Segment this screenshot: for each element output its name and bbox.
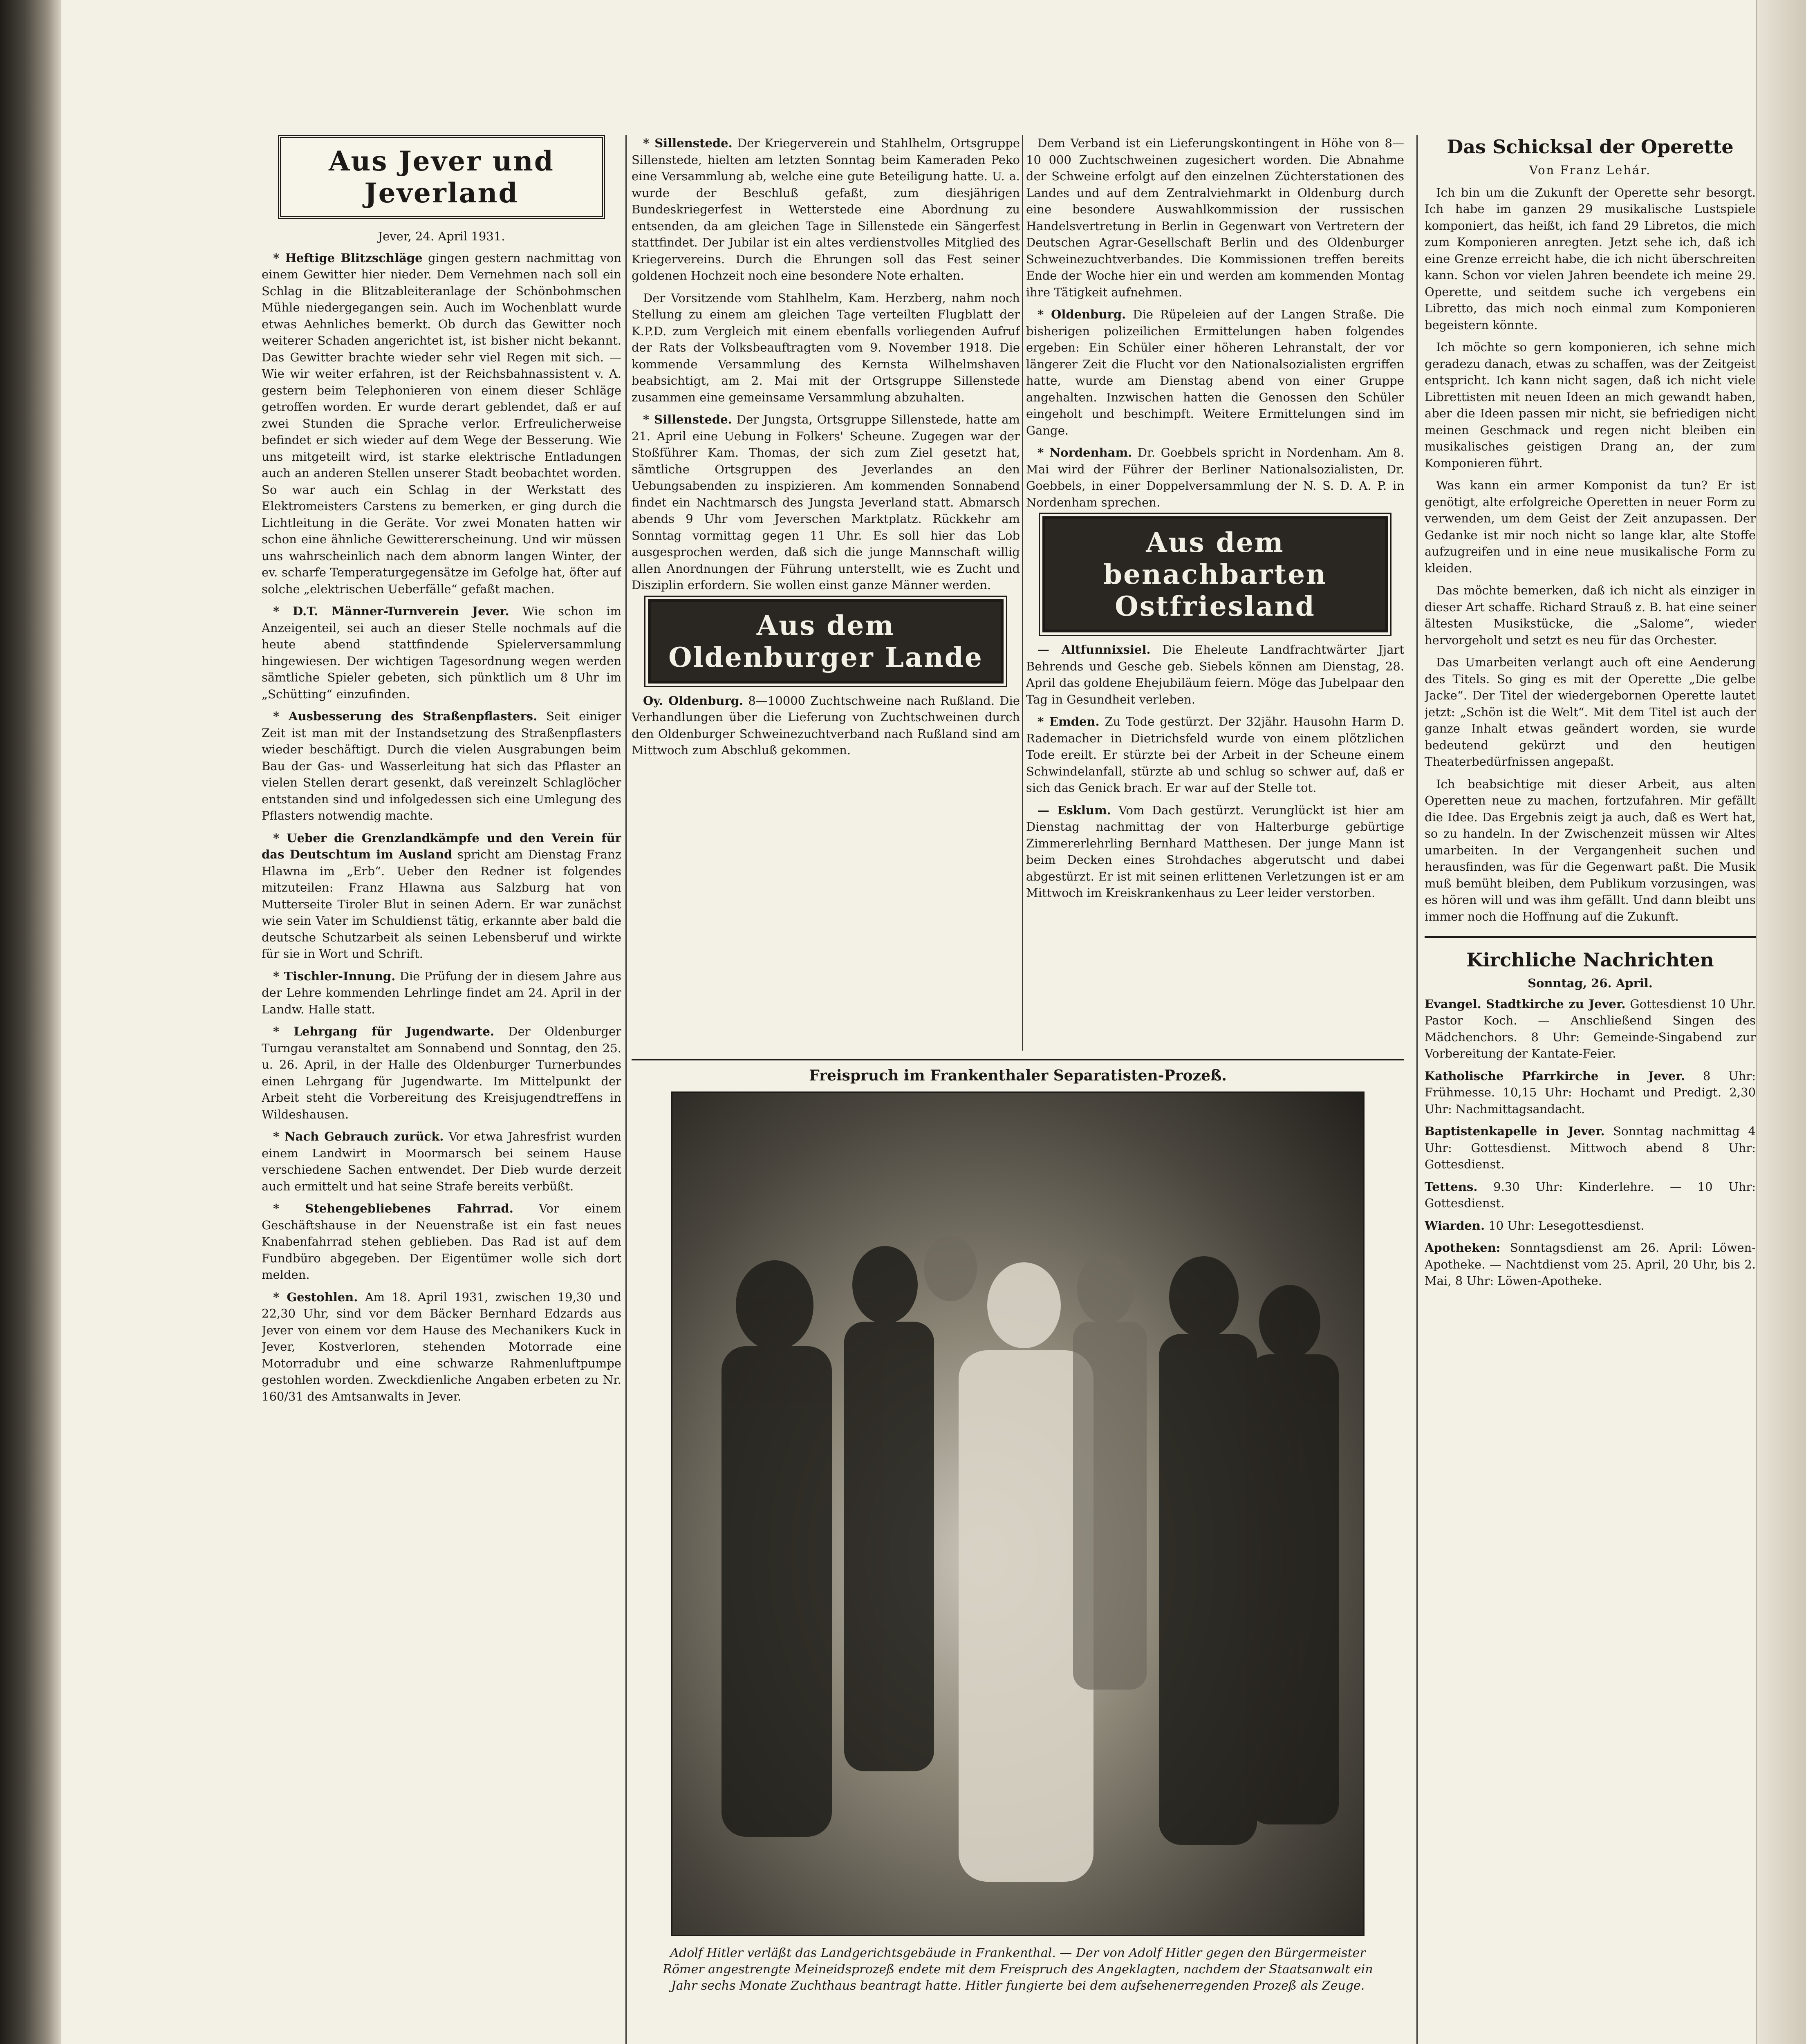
- article: [262, 1023, 621, 1123]
- article: [262, 830, 621, 962]
- book-binding: [0, 0, 61, 2044]
- church-entry-text: Sonntagsdienst am 26. April: Löwen-Apotheke. — Nachtdienst vom 25. April, 20 Uhr, bis 2. Mai, 8 Uhr: Löwen-Apotheke.: [1425, 1241, 1756, 1288]
- article-text: Der Oldenburger Turngau veranstaltet am Sonnabend und Sonntag, den 25. u. 26. April, in der Halle des Oldenburger Turnerbundes einen Lehrgang für Jugendwarte. Im Mittelpunkt der Arbeit steht die Vorbereitung des Kreisjugendtreffens in Wildeshausen.: [262, 1024, 621, 1121]
- article-keyword: * Lehrgang für Jugendwarte.: [273, 1024, 494, 1038]
- article: [1026, 713, 1404, 796]
- article-text: Vom Dach gestürzt. Verunglückt ist hier am Dienstag nachmittag der von Halterburge gebürtige Zimmererlehrling Bernhard Matthesen. Der junge Mann ist beim Decken eines Strohdaches abgerutscht und dabei abgestürzt. Er ist mit seinen erlittenen Verletzungen ist er am Mittwoch im Kreiskrankenhaus zu Leer leider verstorben.: [1026, 803, 1404, 900]
- church-entry-text: 8 Uhr: Frühmesse. 10,15 Uhr: Hochamt und Predigt. 2,30 Uhr: Nachmittagsandacht.: [1425, 1069, 1756, 1116]
- church-entry-keyword: Apotheken:: [1425, 1241, 1501, 1255]
- article: [262, 708, 621, 824]
- article-text: Seit einiger Zeit ist man mit der Instandsetzung des Straßenpflasters wieder beschäftigt. Durch die vielen Ausgrabungen beim Bau der Gas- und Wasserleitung hat sich das Pflaster an vielen Stellen derart gesenkt, daß vereinzelt Schlaglöcher entstanden sind und infolgedessen sich eine Umlegung des Pflasters notwendig machte.: [262, 709, 621, 823]
- page-edge: [1756, 0, 1806, 2044]
- church-entry-text: Sonntag nachmittag 4 Uhr: Gottesdienst. Mittwoch abend 8 Uhr: Gottesdienst.: [1425, 1124, 1756, 1171]
- article: [1026, 306, 1404, 439]
- article: [1026, 641, 1404, 708]
- article-keyword: * Sillenstede.: [643, 412, 732, 426]
- article: [262, 968, 621, 1018]
- article-keyword: Oy. Oldenburg.: [643, 693, 744, 708]
- article-text: Dem Verband ist ein Lieferungskontingent in Höhe von 8—10 000 Zuchtschweinen zugesichert worden. Die Abnahme der Schweine erfolgt auf den einzelnen Züchterstationen des Landes und auf dem Zentralviehmarkt in Oldenburg durch eine besondere Auswahlkommission der russischen Handelsvertretung in Berlin in Gegenwart von Vertretern der Deutschen Agrar-Gesellschaft Berlin und des Oldenburger Schweinezuchtverbandes. Die Kommissionen treffen bereits Ende der Woche hier ein und werden am kommenden Montag ihre Tätigkeit aufnehmen.: [1026, 136, 1404, 299]
- church-entry-text: 9.30 Uhr: Kinderlehre. — 10 Uhr: Gottesdienst.: [1425, 1179, 1756, 1210]
- article-text: Die Eheleute Landfrachtwärter Jjart Behrends und Gesche geb. Siebels können am Dienstag, 28. April das goldene Ehejubiläum feiern. Möge das Jubelpaar den Tag in Gesundheit verleben.: [1026, 643, 1404, 706]
- feature-paragraph: Das Umarbeiten verlangt auch oft eine Aenderung des Titels. So ging es mit der Operette „Die gelbe Jacke“. Der Titel der wiedergebornen Operette lautet jetzt: „Schön ist die Welt“. Mit dem Titel ist auch der ganze Inhalt etwas geändert worden, sie wurde bedeutend gekürzt und den heutigen Theaterbedürfnissen angepaßt.: [1425, 655, 1756, 769]
- article-keyword: * Heftige Blitzschläge: [273, 251, 423, 265]
- article-text: gingen gestern nachmittag von einem Gewitter hier nieder. Dem Vernehmen nach soll ein Schlag in die Blitzableiteranlage der Schönbohmschen Mühle niedergegangen sein. Auch im Wochenblatt wurde etwas Aehnliches bemerkt. Ob durch das Gewitter noch weiterer Schaden angerichtet ist, ist bisher nicht bekannt. Das Gewitter brachte wieder sehr viel Regen mit sich. — Wie wir weiter erfahren, ist der Reichsbahnassistent v. A. gestern beim Telephonieren von einem dieser Schläge getroffen worden. Er wurde derart geblendet, daß er auf zwei Stunden die Sprache verlor. Erfreulicherweise befindet er sich wieder auf dem Wege der Besserung. Wie uns mitgeteilt wird, ist starke elektrische Entladungen auch an anderen Stellen unserer Stadt beobachtet worden. So war auch ein Schlag in der Werkstatt des Elektromeisters Carstens zu bemerken, er ging durch die Lichtleitung in die Geräte. Vor zwei Monaten hatten wir schon eine ähnliche Gewittererscheinung. Und wir müssen uns wahrscheinlich nach dem abnorm langen Winter, der ev. scharfe Temperaturgegensätze im Gefolge hat, öfter auf solche „elektrischen Ueberfälle“ gefaßt machen.: [262, 251, 621, 596]
- section-header-ostfriesland: Aus dem benachbarten Ostfriesland: [1042, 516, 1388, 632]
- article-keyword: * Emden.: [1037, 715, 1100, 728]
- article-keyword: * Sillenstede.: [643, 136, 733, 150]
- article-keyword: * Nordenham.: [1037, 446, 1132, 459]
- church-entry: [1425, 1123, 1756, 1173]
- article-text: Vor einem Geschäftshause in der Neuenstraße ist ein fast neues Knabenfahrrad stehen geblieben. Das Rad ist auf dem Fundbüro abgegeben. Der Eigentümer wolle sich dort melden.: [262, 1201, 621, 1282]
- feature-paragraph: Ich bin um die Zukunft der Operette sehr besorgt. Ich habe im ganzen 29 musikalische Lustspiele komponiert, das heißt, ich fand 29 Libretos, die mich zum Komponieren anregten. Jetzt sehe ich, daß ich eine Grenze erreicht habe, die ich nicht überschreiten kann. Schon vor vielen Jahren beendete ich meine 29. Operette, und seitdem suche ich vergebens ein Libretto, das mich noch einmal zum Komponieren begeistern könnte.: [1425, 185, 1756, 332]
- article: [632, 290, 1020, 406]
- church-entry-keyword: Evangel. Stadtkirche zu Jever.: [1425, 997, 1626, 1011]
- article-keyword: * Gestohlen.: [273, 1290, 358, 1304]
- article-keyword: * Ueber die Grenzlandkämpfe und den Verein für das Deutschtum im Ausland: [262, 831, 621, 861]
- article-keyword: * Nach Gebrauch zurück.: [273, 1130, 444, 1143]
- church-entry-keyword: Katholische Pfarrkirche in Jever.: [1425, 1069, 1685, 1083]
- article-keyword: * Stehengebliebenes Fahrrad.: [273, 1201, 513, 1215]
- article-text: Der Kriegerverein und Stahlhelm, Ortsgruppe Sillenstede, hielten am letzten Sonntag beim Kameraden Peko eine Versammlung ab, welche eine gute Beteiligung hatte. U. a. wurde der Beschluß gefaßt, zum diesjährigen Bundeskriegerfest in Wetterstede eine Abordnung zu entsenden, da am gleichen Tage in Sillenstede ein Sängerfest stattfindet. Der Jubilar ist ein altes verdienstvolles Mitglied des Kriegervereins. Durch die Ehrungen soll das Fest seiner goldenen Hochzeit noch eine besondere Note erhalten.: [632, 136, 1020, 282]
- feature-paragraph: Was kann ein armer Komponist da tun? Er ist genötigt, alte erfolgreiche Operetten in neuer Form zu verwenden, um dem Geist der Zeit anzupassen. Der Gedanke ist mir noch nicht so lange klar, alte Stoffe aufzugreifen und in eine neue musikalische Form zu kleiden.: [1425, 478, 1756, 575]
- church-entry: [1425, 1179, 1756, 1212]
- column-oldenburg: [1026, 135, 1404, 1051]
- feature-paragraph: Das möchte bemerken, daß ich nicht als einziger in dieser Art schaffe. Richard Strauß z. B. hat eine seiner ältesten Musikstücke, die „Salome“, wieder hervorgeholt und setzt es neu für das Orchester.: [1425, 583, 1756, 647]
- article-keyword: * D.T. Männer-Turnverein Jever.: [273, 604, 509, 618]
- article: [262, 1200, 621, 1283]
- article-text: 8—10000 Zuchtschweine nach Rußland. Die Verhandlungen über die Lieferung von Zuchtschweinen durch den Oldenburger Schweinezuchtverband nach Rußland sind am Mittwoch zum Abschluß gekommen.: [632, 693, 1020, 757]
- church-entry-keyword: Wiarden.: [1425, 1218, 1485, 1233]
- article: [262, 1289, 621, 1405]
- column-rule: [1022, 135, 1023, 1051]
- column-rule: [1416, 135, 1418, 2044]
- church-title: Kirchliche Nachrichten: [1466, 949, 1714, 971]
- article: [632, 411, 1020, 594]
- church-entry: [1425, 1068, 1756, 1118]
- article-text: Der Vorsitzende vom Stahlhelm, Kam. Herzberg, nahm noch Stellung zu einem am gleichen Tage verteilten Flugblatt der K.P.D. zum Vergleich mit einem ebenfalls vorliegenden Aufruf der Rats der Volksbeauftragten vom 9. November 1918. Die kommende Versammlung des Kernsta Wilhelmshaven beabsichtigt, am 2. Mai mit der Ortsgruppe Sillenstede zusammen eine gemeinsame Versammlung abzuhalten.: [632, 291, 1020, 404]
- article: [632, 135, 1020, 284]
- feature-paragraph: Ich beabsichtige mit dieser Arbeit, aus alten Operetten neue zu machen, fortzufahren. Mir gefällt die Idee. Das Ergebnis zeigt ja auch, daß es Wert hat, so zu handeln. In der Zwischenzeit müssen wir Altes umarbeiten. In der Vergangenheit suchen und herausfinden, was für die Gegenwart paßt. Die Musik muß bemüht bleiben, dem Publikum vorzusingen, was es hören will und was ihm gefällt. Und dann bleibt uns immer noch die Hoffnung auf die Zukunft.: [1425, 777, 1756, 923]
- article-text: Vor etwa Jahresfrist wurden einem Landwirt in Moormarsch bei seinem Hause verschiedene Sachen entwendet. Der Dieb wurde derzeit auch ermittelt und hat seine Strafe bereits verbüßt.: [262, 1130, 621, 1193]
- article: [262, 603, 621, 702]
- church-entry-keyword: Baptistenkapelle in Jever.: [1425, 1124, 1605, 1138]
- article: [262, 250, 621, 598]
- column-jever: [262, 135, 621, 2044]
- article-text: Dr. Goebbels spricht in Nordenham. Am 8. Mai wird der Führer der Berliner Nationalsozialisten, Dr. Goebbels, in einer Doppelversammlung der N. S. D. A. P. in Nordenham sprechen.: [1026, 446, 1404, 509]
- photo-caption: Adolf Hitler verläßt das Landgerichtsgebäude in Frankenthal. — Der von Adolf Hitler gegen den Bürgermeister Römer angestrengte Meineidsprozeß endete mit dem Freispruch des Angeklagten, nachdem der Staatsanwalt ein Jahr sechs Monate Zuchthaus beantragt hatte. Hitler fungierte bei dem aufsehenerregenden Prozeß als Zeuge.: [663, 1946, 1373, 1993]
- column-rule: [625, 135, 627, 2044]
- article-keyword: — Altfunnixsiel.: [1037, 643, 1151, 657]
- article: [262, 1128, 621, 1195]
- news-photo: [671, 1091, 1365, 1936]
- feature-paragraph: Ich möchte so gern komponieren, ich sehne mich geradezu danach, etwas zu schaffen, was der Zeitgeist entspricht. Ich kann nicht sagen, daß ich nicht viele Librettisten mit neuen Ideen an mich gewandt haben, aber die Ideen passen mir nicht, sie befriedigen nicht meinen Geschmack und regen nicht bleiben ein musikalisches geistigen Drang an, der zum Komponieren führt.: [1425, 340, 1756, 470]
- article-keyword: — Esklum.: [1037, 803, 1111, 817]
- article-keyword: * Oldenburg.: [1037, 307, 1126, 321]
- article: [632, 693, 1020, 759]
- church-entry-text: Gottesdienst 10 Uhr. Pastor Koch. — Anschließend Singen des Mädchenchors. 8 Uhr: Gemeinde-Singabend zur Vorbereitung der Kantate-Feier.: [1425, 997, 1756, 1060]
- article-text: Der Jungsta, Ortsgruppe Sillenstede, hatte am 21. April eine Uebung in Folkers' Scheune. Zugegen war der Stoßführer Kam. Thomas, der sich zum Ziel gesetzt hat, sämtliche Ortsgruppen des Jeverlandes an den Uebungsabenden zu inspizieren. Am kommenden Sonnabend findet ein Nachtmarsch des Jungsta Jeverland statt. Abmarsch abends 9 Uhr vom Jeverschen Marktplatz. Rückkehr am Sonntag vormittag gegen 11 Uhr. Es soll hier das Lob ausgesprochen werden, daß sich die junge Mannschaft willig allen Anordnungen der Führung unterstellt, wie es Zucht und Disziplin erfordern. Sie wollen einst ganze Männer werden.: [632, 412, 1020, 592]
- church-entry: [1425, 996, 1756, 1062]
- article-text: Wie schon im Anzeigenteil, sei auch an dieser Stelle nochmals auf die heute abend stattfindende Spielerversammlung hingewiesen. Der wichtigen Tagesordnung wegen werden sämtliche Spieler gebeten, sich pünktlich um 8 Uhr im „Schütting“ einzufinden.: [262, 604, 621, 701]
- feature-title: Das Schicksal der Operette: [1447, 136, 1734, 158]
- church-date: Sonntag, 26. April.: [1528, 976, 1653, 990]
- article-text: Die Prüfung der in diesem Jahre aus der Lehre kommenden Lehrlinge findet am 24. April in der Landw. Halle statt.: [262, 969, 621, 1016]
- church-entry-keyword: Tettens.: [1425, 1179, 1478, 1194]
- church-entry-text: 10 Uhr: Lesegottesdienst.: [1488, 1218, 1645, 1233]
- article-text: Die Rüpeleien auf der Langen Straße. Die bisherigen polizeilichen Ermittelungen haben folgendes ergeben: Ein Schüler einer höheren Lehranstalt, der vor längerer Zeit die Flucht vor den Nationalsozialisten ergriffen hatte, wurde am Dienstag abend von einer Gruppe angehalten. Inzwischen hatten die Genossen den Schüler eingeholt und beschimpft. Weitere Ermittelungen sind im Gange.: [1026, 307, 1404, 437]
- news-photo-block: [632, 1059, 1404, 2044]
- church-entry: [1425, 1239, 1756, 1289]
- column-operette: [1425, 135, 1756, 2044]
- photo-title: Freispruch im Frankenthaler Separatisten-Prozeß.: [809, 1067, 1227, 1084]
- article-text: Am 18. April 1931, zwischen 19,30 und 22,30 Uhr, sind vor dem Bäcker Bernhard Edzards aus Jever von einem vor dem Hause des Mechanikers Kuck in Jever, Kostverloren, stehenden Motorrade eine Motorradubr und eine schwarze Rahmenluftpumpe gestohlen worden. Zweckdienliche Angaben erbeten zu Nr. 160/31 des Amtsanwalts in Jever.: [262, 1290, 621, 1403]
- article: [1026, 444, 1404, 511]
- section-header-jever: Aus Jever und Jeverland: [278, 135, 605, 219]
- article-keyword: * Ausbesserung des Straßenpflasters.: [273, 709, 538, 723]
- article-text: Zu Tode gestürzt. Der 32jähr. Hausohn Harm D. Rademacher in Dietrichsfeld wurde von einem plötzlichen Tode ereilt. Er stürzte bei der Arbeit in der Scheune einem Schwindelanfall, stürzte ab und schlug so schwer auf, daß er sich das Genick brach. Er war auf der Stelle tot.: [1026, 715, 1404, 795]
- article: [1026, 802, 1404, 901]
- feature-byline: Von Franz Lehár.: [1529, 163, 1651, 177]
- article-keyword: * Tischler-Innung.: [273, 969, 396, 983]
- article: [1026, 135, 1404, 300]
- dateline: Jever, 24. April 1931.: [378, 229, 505, 243]
- column-sillenstede: [632, 135, 1020, 1051]
- church-news: [1425, 936, 1756, 1289]
- church-entry: [1425, 1217, 1756, 1234]
- article-text: spricht am Dienstag Franz Hlawna im „Erb“. Ueber den Redner ist folgendes mitzuteilen: Franz Hlawna aus Salzburg hat von Mutterseite Tiroler Blut in seinen Adern. Er war zunächst wie sein Vater im Schuldienst tätig, erkannte aber bald die deutsche Schutzarbeit als seinen Lebensberuf und wirkte für sie in Wort und Schrift.: [262, 847, 621, 961]
- section-header-oldenburg: Aus dem Oldenburger Lande: [648, 599, 1004, 684]
- photo-figures: [672, 1093, 1361, 1932]
